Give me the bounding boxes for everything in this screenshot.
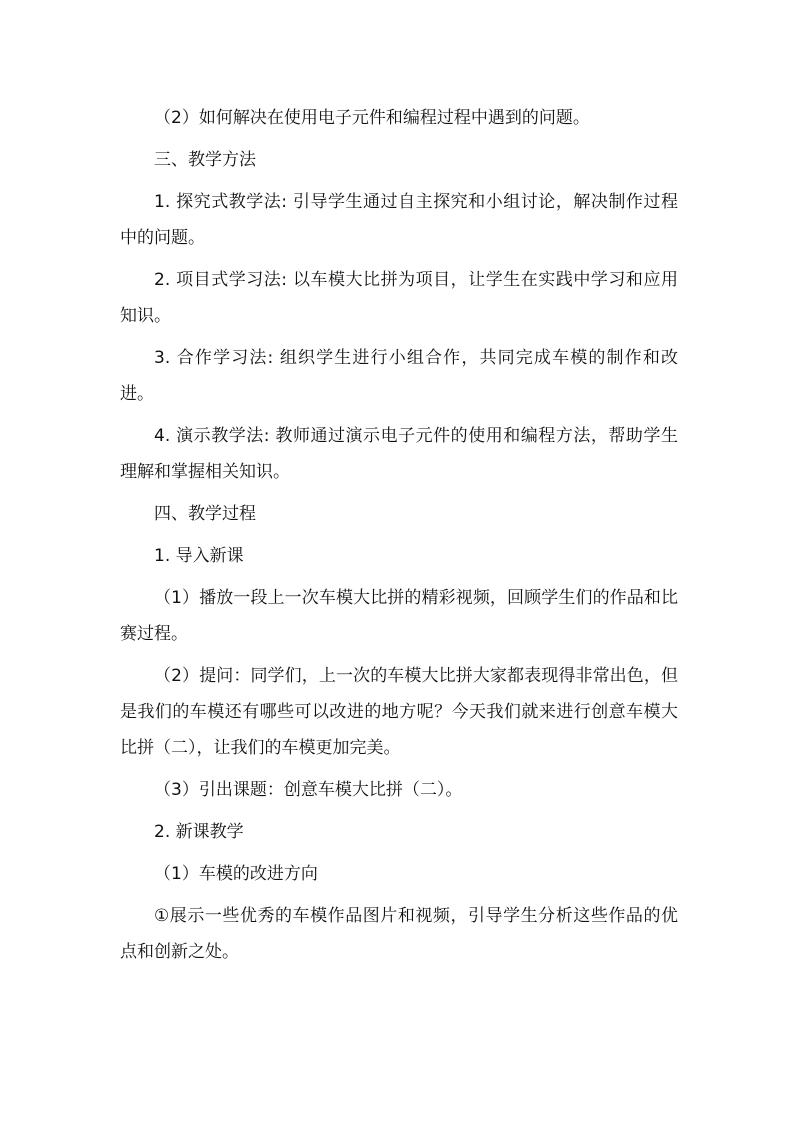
paragraph: （3）引出课题：创意车模大比拼（二）。: [154, 780, 463, 800]
paragraph: 3. 合作学习法: 组织学生进行小组合作，共同完成车模的制作和改进。: [120, 348, 678, 404]
document-body: [120, 100, 678, 976]
paragraph: （2）如何解决在使用电子元件和编程过程中遇到的问题。: [154, 108, 590, 128]
subheading: 2. 新课教学: [154, 822, 244, 842]
paragraph: （1）播放一段上一次车模大比拼的精彩视频，回顾学生们的作品和比赛过程。: [120, 588, 678, 644]
paragraph: ①展示一些优秀的车模作品图片和视频，引导学生分析这些作品的优点和创新之处。: [120, 906, 678, 962]
section-heading: 四、教学过程: [154, 504, 256, 524]
paragraph: 4. 演示教学法: 教师通过演示电子元件的使用和编程方法，帮助学生理解和掌握相关知识。: [120, 426, 678, 482]
paragraph: 1. 探究式教学法: 引导学生通过自主探究和小组讨论，解决制作过程中的问题。: [120, 192, 678, 248]
paragraph: （1）车模的改进方向: [154, 864, 318, 884]
paragraph: （2）提问：同学们，上一次的车模大比拼大家都表现得非常出色，但是我们的车模还有哪些可以改进的地方呢？今天我们就来进行创意车模大比拼（二），让我们的车模更加完美。: [120, 666, 678, 758]
paragraph: 2. 项目式学习法: 以车模大比拼为项目，让学生在实践中学习和应用知识。: [120, 270, 678, 326]
subheading: 1. 导入新课: [154, 546, 244, 566]
section-heading: 三、教学方法: [154, 150, 256, 170]
